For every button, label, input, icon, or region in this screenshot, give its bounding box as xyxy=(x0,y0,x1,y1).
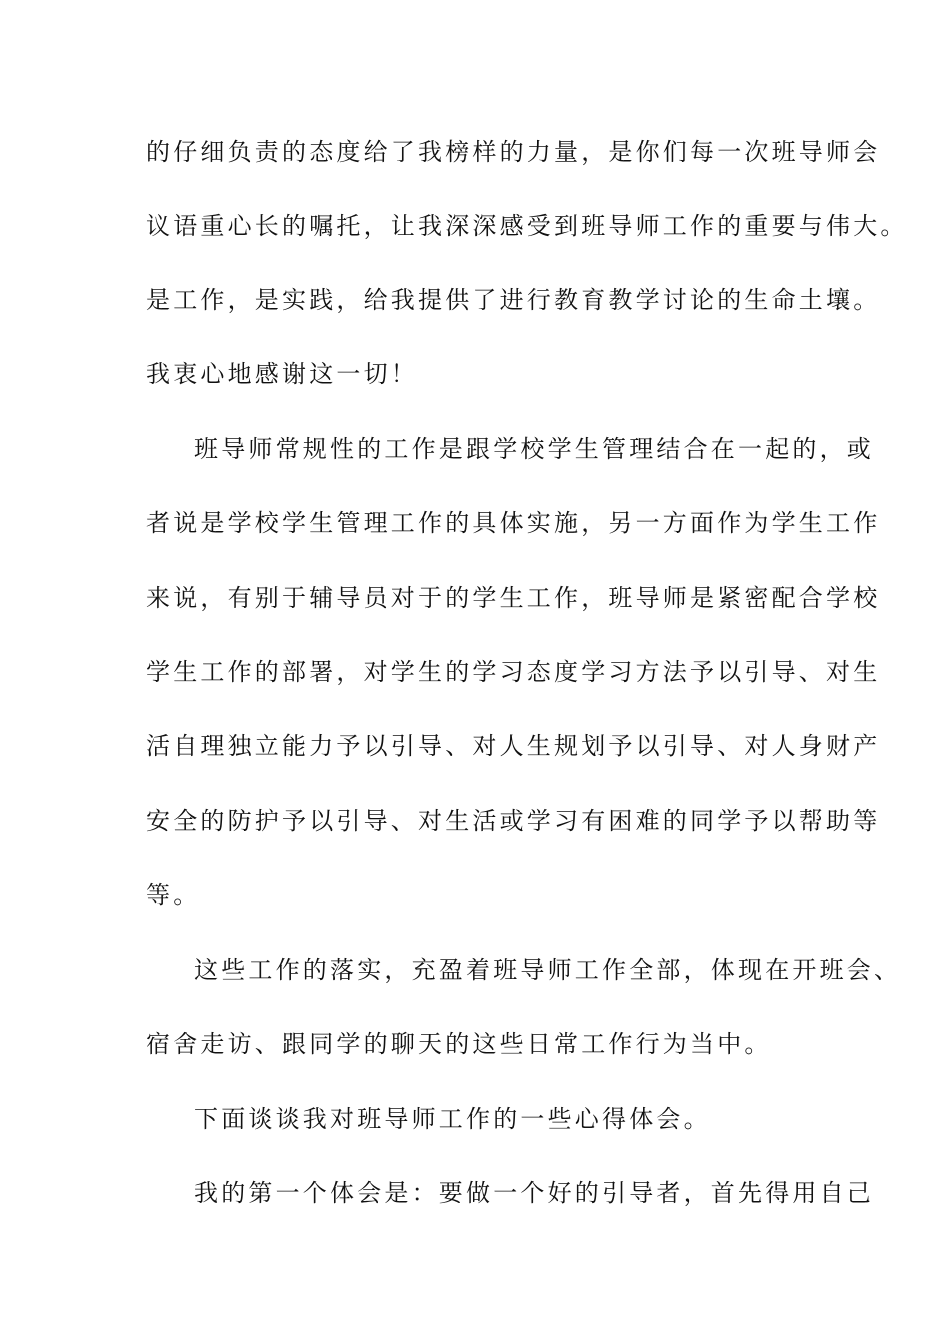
text-line: 等。 xyxy=(146,881,201,909)
text-line: 来说，有别于辅导员对于的学生工作，班导师是紧密配合学校 xyxy=(146,584,881,612)
text-line: 活自理独立能力予以引导、对人生规划予以引导、对人身财产 xyxy=(146,732,881,760)
paragraph-first-line: 下面谈谈我对班导师工作的一些心得体会。 xyxy=(194,1105,711,1133)
paragraph-first-line: 班导师常规性的工作是跟学校学生管理结合在一起的，或 xyxy=(194,435,874,463)
text-line: 我衷心地感谢这一切！ xyxy=(146,360,418,388)
text-line: 学生工作的部署，对学生的学习态度学习方法予以引导、对生 xyxy=(146,658,881,686)
text-line: 的仔细负责的态度给了我榜样的力量，是你们每一次班导师会 xyxy=(146,138,881,166)
text-line: 是工作，是实践，给我提供了进行教育教学讨论的生命土壤。 xyxy=(146,286,881,314)
paragraph-first-line: 这些工作的落实，充盈着班导师工作全部，体现在开班会、 xyxy=(194,956,902,984)
text-line: 者说是学校学生管理工作的具体实施，另一方面作为学生工作 xyxy=(146,509,881,537)
text-line: 安全的防护予以引导、对生活或学习有困难的同学予以帮助等 xyxy=(146,807,881,835)
paragraph-first-line: 我的第一个体会是：要做一个好的引导者，首先得用自己 xyxy=(194,1179,874,1207)
text-line: 宿舍走访、跟同学的聊天的这些日常工作行为当中。 xyxy=(146,1030,772,1058)
text-line: 议语重心长的嘱托，让我深深感受到班导师工作的重要与伟大。 xyxy=(146,212,908,240)
